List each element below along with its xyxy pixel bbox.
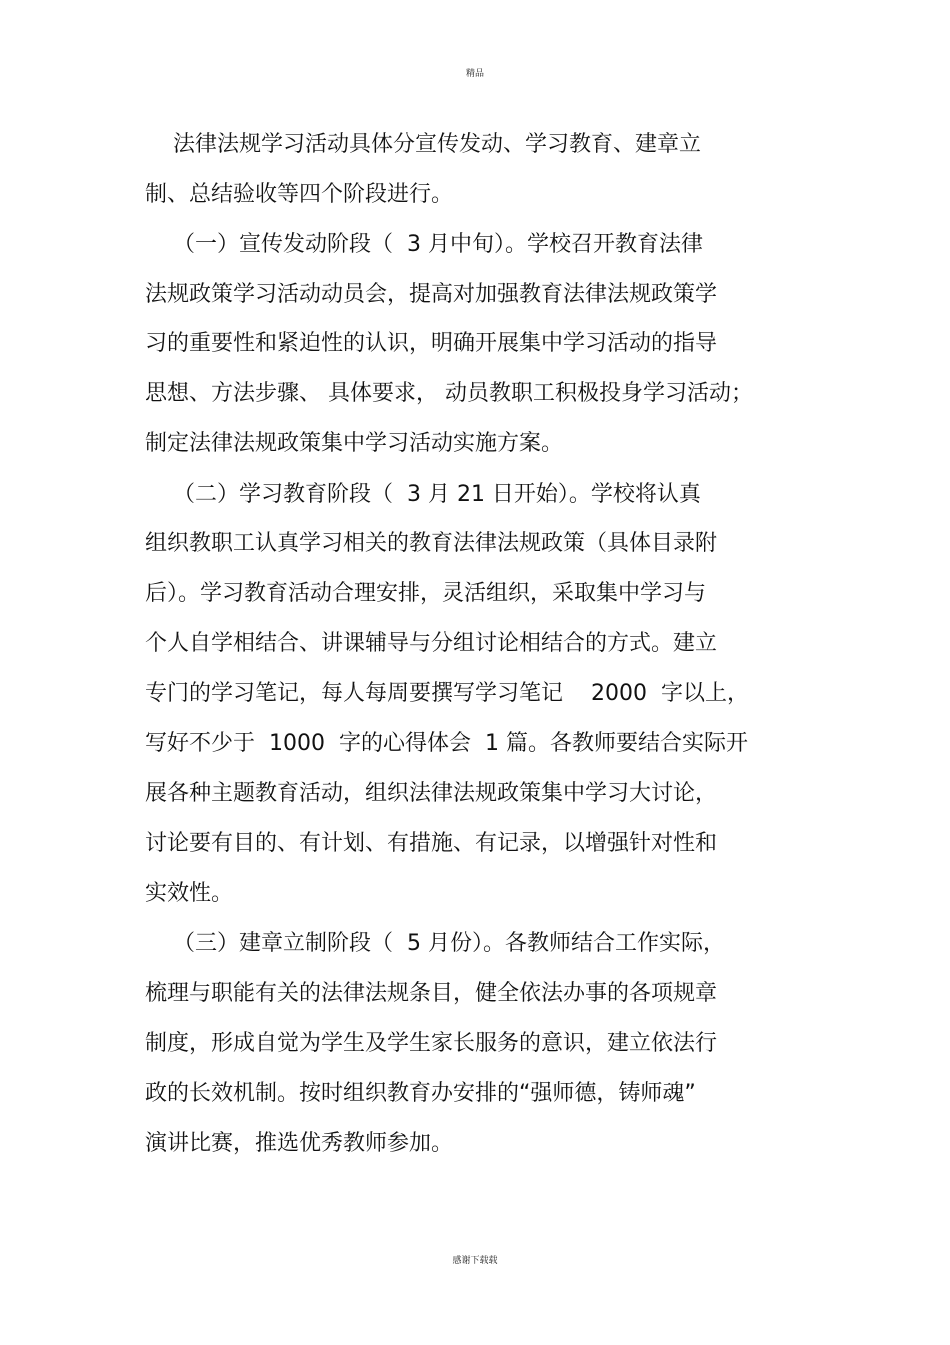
paragraph-line: （三）建章立制阶段（ 5 月份）。各教师结合工作实际，	[145, 931, 725, 956]
page-footer: 感谢下载载	[452, 1256, 498, 1266]
paragraph-line: 梳理与职能有关的法律法规条目，健全依法办事的各项规章	[145, 981, 718, 1006]
paragraph-line: 写好不少于 1000 字的心得体会 1 篇。各教师要结合实际开	[145, 731, 748, 756]
paragraph-line: 实效性。	[145, 881, 234, 906]
paragraph-line: 后）。学习教育活动合理安排，灵活组织，采取集中学习与	[145, 581, 707, 606]
paragraph-line: 思想、方法步骤、 具体要求， 动员教职工积极投身学习活动；	[145, 381, 753, 406]
paragraph-line: 法规政策学习活动动员会，提高对加强教育法律法规政策学	[145, 282, 718, 307]
paragraph-line: 个人自学相结合、讲课辅导与分组讨论相结合的方式。建立	[145, 631, 718, 656]
paragraph-line: （二）学习教育阶段（ 3 月 21 日开始）。学校将认真	[145, 482, 701, 507]
paragraph-line: 专门的学习笔记，每人每周要撰写学习笔记 2000 字以上，	[145, 681, 749, 706]
paragraph-line: 制定法律法规政策集中学习活动实施方案。	[145, 431, 564, 456]
paragraph-line: （一）宣传发动阶段（ 3 月中旬）。学校召开教育法律	[145, 232, 703, 257]
paragraph-line: 政的长效机制。按时组织教育办安排的“强师德，铸师魂”	[145, 1081, 696, 1106]
paragraph-line: 组织教职工认真学习相关的教育法律法规政策（具体目录附	[145, 531, 718, 556]
paragraph-line: 制度，形成自觉为学生及学生家长服务的意识，建立依法行	[145, 1031, 718, 1056]
paragraph-line: 制、总结验收等四个阶段进行。	[145, 182, 454, 207]
paragraph-line: 法律法规学习活动具体分宣传发动、学习教育、建章立	[145, 132, 701, 157]
paragraph-line: 展各种主题教育活动，组织法律法规政策集中学习大讨论，	[145, 781, 718, 806]
paragraph-line: 讨论要有目的、有计划、有措施、有记录，以增强针对性和	[145, 831, 718, 856]
page-header: 精品	[465, 69, 484, 79]
paragraph-line: 演讲比赛，推选优秀教师参加。	[145, 1131, 454, 1156]
paragraph-line: 习的重要性和紧迫性的认识，明确开展集中学习活动的指导	[145, 331, 718, 356]
